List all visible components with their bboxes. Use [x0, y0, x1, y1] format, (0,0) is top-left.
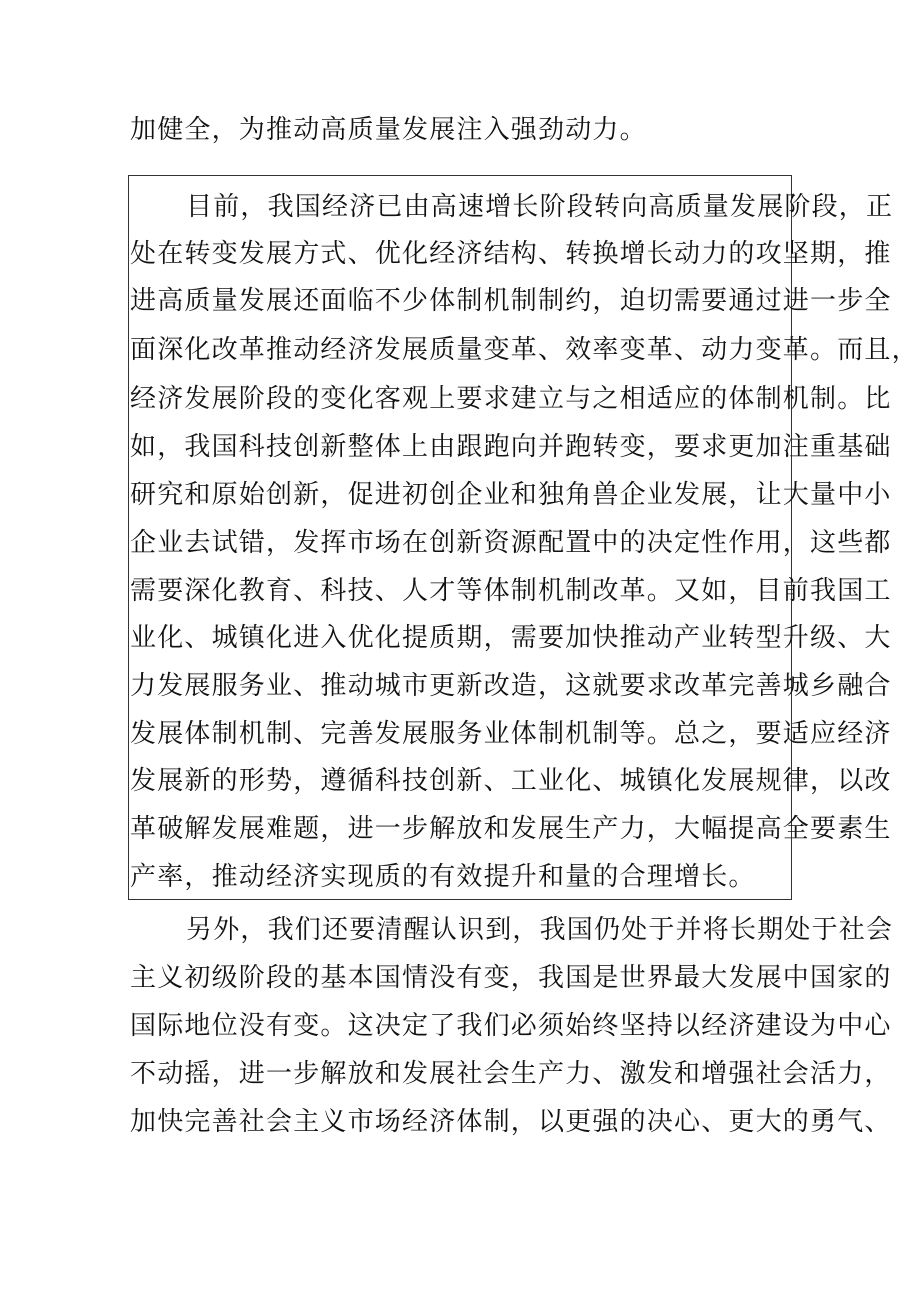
boxed-paragraph-line: 进高质量发展还面临不少体制机制制约，迫切需要通过进一步全: [130, 286, 892, 316]
boxed-paragraph-line: 面深化改革推动经济发展质量变革、效率变革、动力变革。而且，: [130, 335, 919, 365]
boxed-paragraph-line: 经济发展阶段的变化客观上要求建立与之相适应的体制机制。比: [130, 384, 892, 414]
boxed-paragraph-line: 发展体制机制、完善发展服务业体制机制等。总之，要适应经济: [130, 719, 892, 749]
paragraph-line: 加快完善社会主义市场经济体制，以更强的决心、更大的勇气、: [130, 1107, 892, 1137]
paragraph-line: 国际地位没有变。这决定了我们必须始终坚持以经济建设为中心: [130, 1011, 892, 1041]
boxed-paragraph-line: 业化、城镇化进入优化提质期，需要加快推动产业转型升级、大: [130, 623, 892, 653]
paragraph-line: 不动摇，进一步解放和发展社会生产力、激发和增强社会活力，: [130, 1059, 892, 1089]
boxed-paragraph-line: 研究和原始创新，促进初创企业和独角兽企业发展，让大量中小: [130, 480, 892, 510]
boxed-paragraph-line: 处在转变发展方式、优化经济结构、转换增长动力的攻坚期，推: [130, 239, 892, 269]
boxed-paragraph-line: 发展新的形势，遵循科技创新、工业化、城镇化发展规律，以改: [130, 766, 892, 796]
boxed-paragraph-line: 产率，推动经济实现质的有效提升和量的合理增长。: [130, 862, 756, 892]
paragraph-line: 主义初级阶段的基本国情没有变，我国是世界最大发展中国家的: [130, 963, 892, 993]
boxed-paragraph-line: 革破解发展难题，进一步解放和发展生产力，大幅提高全要素生: [130, 814, 892, 844]
boxed-paragraph-line: 企业去试错，发挥市场在创新资源配置中的决定性作用，这些都: [130, 528, 892, 558]
boxed-paragraph-line: 如，我国科技创新整体上由跟跑向并跑转变，要求更加注重基础: [130, 432, 892, 462]
boxed-paragraph-line: 力发展服务业、推动城市更新改造，这就要求改革完善城乡融合: [130, 671, 892, 701]
paragraph-line: 加健全，为推动高质量发展注入强劲动力。: [130, 115, 647, 145]
boxed-paragraph-line: 目前，我国经济已由高速增长阶段转向高质量发展阶段，正: [186, 192, 894, 222]
paragraph-line: 另外，我们还要清醒认识到，我国仍处于并将长期处于社会: [186, 915, 894, 945]
boxed-paragraph-line: 需要深化教育、科技、人才等体制机制改革。又如，目前我国工: [130, 576, 892, 606]
